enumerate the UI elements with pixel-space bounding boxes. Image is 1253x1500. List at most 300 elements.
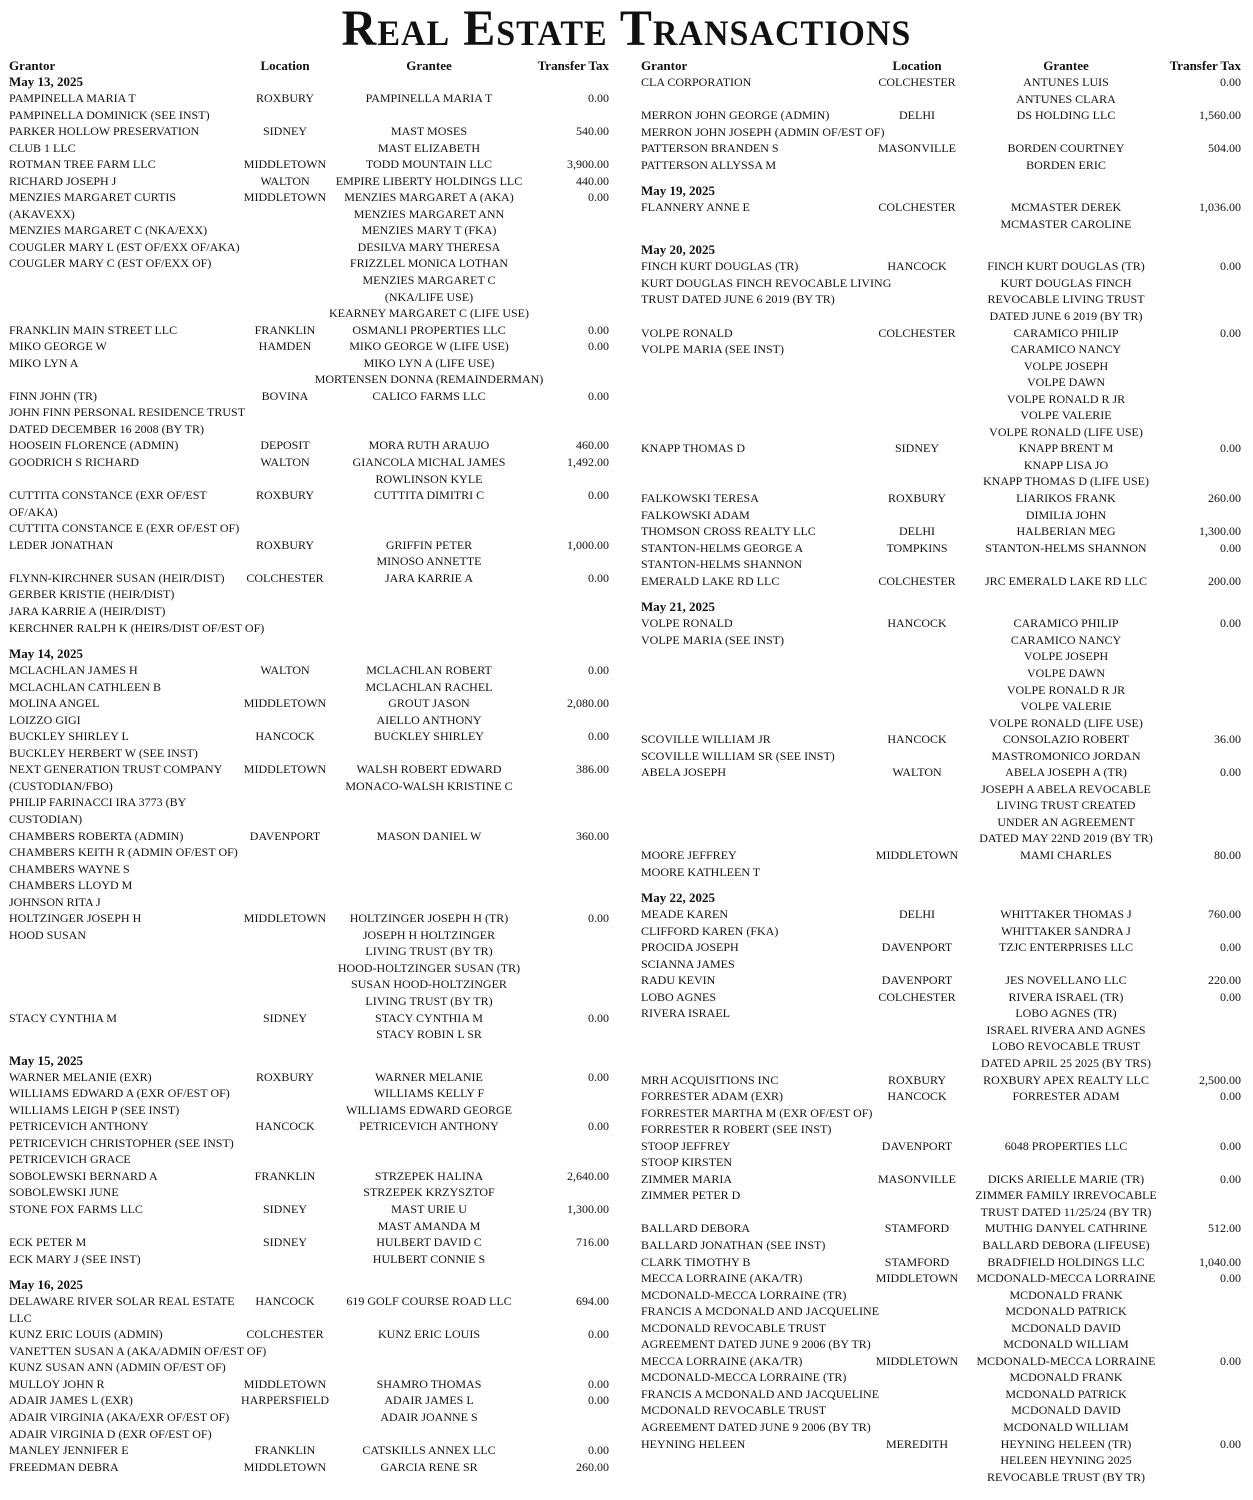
- location-cell: ROXBURY: [255, 91, 314, 105]
- grantee-cell: DIMILIA JOHN: [1025, 507, 1107, 522]
- transfer-tax-cell: 200.00: [1208, 573, 1241, 588]
- grantor-cell: THOMSON CROSS REALTY LLC: [641, 524, 816, 539]
- table-row: [9, 695, 609, 712]
- grantee-cell: STACY ROBIN L SR: [376, 1027, 482, 1042]
- grantor-cell: FLANNERY ANNE E: [641, 200, 750, 215]
- table-row: [641, 1303, 1241, 1320]
- grantor-cell: ZIMMER MARIA: [641, 1171, 733, 1186]
- grantor-cell: PAMPINELLA MARIA T: [9, 91, 136, 105]
- table-row: [641, 1353, 1241, 1370]
- table-row: [9, 712, 609, 729]
- grantor-cell: VOLPE RONALD: [641, 325, 733, 340]
- transfer-tax-cell: 460.00: [576, 438, 609, 453]
- grantee-cell: CARAMICO NANCY: [1010, 632, 1122, 647]
- grantee-cell: FORRESTER ADAM: [1012, 1089, 1120, 1104]
- grantor-cell: BALLARD JONATHAN (SEE INST): [641, 1238, 826, 1252]
- table-row: [641, 1452, 1241, 1469]
- table-row: [9, 255, 609, 272]
- grantee-cell: KNAPP THOMAS D (LIFE USE): [982, 474, 1149, 489]
- location-cell: MIDDLETOWN: [243, 762, 327, 777]
- table-row: [9, 1293, 609, 1310]
- transfer-tax-cell: 36.00: [1214, 732, 1241, 747]
- table-row: [9, 338, 609, 355]
- column-headers: [9, 58, 609, 74]
- grantee-cell: GROUT JASON: [388, 696, 470, 711]
- grantor-cell: PAMPINELLA DOMINICK (SEE INST): [9, 107, 210, 122]
- transfer-tax-cell: 540.00: [576, 124, 609, 139]
- table-row: [641, 698, 1241, 715]
- grantor-cell: MOORE KATHLEEN T: [641, 864, 761, 879]
- grantee-cell: DATED JUNE 6 2019 (BY TR): [989, 309, 1143, 324]
- grantee-cell: VOLPE RONALD R JR: [1006, 682, 1126, 697]
- grantor-cell: PETRICEVICH GRACE: [9, 1152, 131, 1167]
- table-row: [641, 1237, 1241, 1254]
- grantee-cell: (NKA/LIFE USE): [384, 289, 474, 304]
- transfer-tax-cell: 0.00: [1220, 540, 1241, 555]
- transfer-tax-cell: 386.00: [576, 762, 609, 777]
- table-row: [641, 847, 1241, 864]
- grantor-cell: FINCH KURT DOUGLAS (TR): [641, 259, 799, 274]
- grantor-cell: ADAIR VIRGINIA D (EXR OF/EST OF): [9, 1426, 212, 1441]
- table-row: [641, 473, 1241, 490]
- grantee-cell: PAMPINELLA MARIA T: [365, 91, 493, 105]
- table-row: [641, 1022, 1241, 1039]
- grantor-cell: RADU KEVIN: [641, 973, 716, 988]
- location-cell: HAMDEN: [258, 339, 312, 354]
- table-row: [9, 1085, 609, 1102]
- grantor-cell: MECCA LORRAINE (AKA/TR): [641, 1271, 803, 1286]
- grantee-cell: KNAPP BRENT M: [1018, 441, 1114, 456]
- table-row: [9, 1442, 609, 1459]
- table-row: [9, 620, 609, 637]
- grantee-cell: BALLARD DEBORA (LIFEUSE): [982, 1238, 1150, 1252]
- table-row: [641, 341, 1241, 358]
- grantor-cell: OF/AKA): [9, 504, 58, 519]
- table-row: [641, 1072, 1241, 1089]
- table-row: [641, 814, 1241, 831]
- grantor-cell: CLA CORPORATION: [641, 75, 752, 89]
- transfer-tax-cell: 2,500.00: [1199, 1072, 1241, 1087]
- grantee-cell: MENZIES MARGARET ANN: [353, 206, 505, 221]
- location-cell: HANCOCK: [887, 616, 947, 631]
- table-row: [9, 305, 609, 322]
- grantor-cell: PATTERSON ALLYSSA M: [641, 157, 777, 172]
- transfer-tax-header: Transfer Tax: [537, 58, 609, 73]
- grantor-cell: FREEDMAN DEBRA: [9, 1459, 119, 1474]
- grantor-cell: MULLOY JOHN R: [9, 1376, 105, 1391]
- table-row: [9, 140, 609, 157]
- table-row: [641, 1402, 1241, 1419]
- table-row: [641, 615, 1241, 632]
- transfer-tax-cell: 260.00: [1208, 491, 1241, 506]
- grantor-cell: FLYNN-KIRCHNER SUSAN (HEIR/DIST): [9, 570, 225, 585]
- table-row: [9, 1343, 609, 1360]
- grantor-cell: PROCIDA JOSEPH: [641, 940, 739, 955]
- transfer-tax-cell: 360.00: [576, 828, 609, 843]
- table-row: [9, 1135, 609, 1152]
- grantor-cell: STOOP KIRSTEN: [641, 1155, 733, 1170]
- location-cell: HARPERSFIELD: [240, 1393, 329, 1408]
- grantee-cell: CARAMICO PHILIP: [1013, 616, 1119, 631]
- transfer-tax-cell: 1,300.00: [1199, 524, 1241, 539]
- section-spacer: [641, 880, 1241, 890]
- table-row: [9, 289, 609, 306]
- grantee-cell: HOOD-HOLTZINGER SUSAN (TR): [337, 960, 521, 975]
- transfer-tax-cell: 0.00: [588, 1010, 609, 1025]
- date-heading: May 21, 2025: [641, 599, 716, 615]
- grantor-cell: PATTERSON BRANDEN S: [641, 141, 779, 156]
- table-row: [641, 490, 1241, 507]
- grantor-cell: BUCKLEY SHIRLEY L: [9, 729, 129, 744]
- grantor-cell: TRUST DATED JUNE 6 2019 (BY TR): [641, 292, 835, 307]
- transfer-tax-cell: 504.00: [1208, 141, 1241, 156]
- table-row: [641, 632, 1241, 649]
- table-row: [641, 1220, 1241, 1237]
- table-row: [641, 358, 1241, 375]
- table-row: [9, 1409, 609, 1426]
- transfer-tax-cell: 0.00: [588, 1069, 609, 1084]
- table-row: [641, 523, 1241, 540]
- grantee-cell: GIANCOLA MICHAL JAMES: [352, 455, 506, 470]
- date-heading: May 22, 2025: [641, 890, 716, 906]
- grantor-cell: MIKO LYN A: [9, 355, 79, 370]
- transfer-tax-cell: 0.00: [588, 1327, 609, 1342]
- table-row: [9, 1201, 609, 1218]
- location-cell: STAMFORD: [884, 1254, 950, 1269]
- grantee-cell: WILLIAMS KELLY F: [373, 1086, 485, 1101]
- table-row: [641, 457, 1241, 474]
- grantor-cell: SCIANNA JAMES: [641, 956, 735, 971]
- grantee-cell: TODD MOUNTAIN LLC: [365, 157, 493, 172]
- grantor-cell: PETRICEVICH CHRISTOPHER (SEE INST): [9, 1135, 234, 1150]
- table-row: [9, 570, 609, 587]
- table-row: [9, 404, 609, 421]
- grantee-cell: WARNER MELANIE: [375, 1069, 483, 1084]
- table-row: [9, 976, 609, 993]
- table-row: [9, 1069, 609, 1086]
- location-cell: FRANKLIN: [254, 1168, 316, 1183]
- table-row: [9, 828, 609, 845]
- date-heading: May 20, 2025: [641, 242, 716, 258]
- grantee-cell: ADAIR JAMES L: [384, 1393, 474, 1408]
- grantee-cell: BRADFIELD HOLDINGS LLC: [987, 1254, 1145, 1269]
- grantee-cell: REVOCABLE TRUST (BY TR): [987, 1469, 1145, 1484]
- location-cell: BOVINA: [261, 388, 309, 403]
- grantee-cell: KEARNEY MARGARET C (LIFE USE): [329, 306, 529, 321]
- grantor-cell: LOIZZO GIGI: [9, 712, 81, 727]
- table-row: [9, 239, 609, 256]
- grantor-cell: PHILIP FARINACCI IRA 3773 (BY: [9, 795, 187, 810]
- grantee-cell: DICKS ARIELLE MARIE (TR): [987, 1171, 1145, 1186]
- grantee-cell: JRC EMERALD LAKE RD LLC: [985, 573, 1147, 588]
- transfer-tax-cell: 0.00: [588, 729, 609, 744]
- table-row: [9, 1310, 609, 1327]
- table-row: [641, 556, 1241, 573]
- grantee-cell: CONSOLAZIO ROBERT: [1002, 732, 1130, 747]
- grantee-cell: AIELLO ANTHONY: [376, 712, 482, 727]
- grantor-cell: CHAMBERS KEITH R (ADMIN OF/EST OF): [9, 845, 238, 860]
- table-row: [9, 844, 609, 861]
- table-row: [9, 1392, 609, 1409]
- transfer-tax-cell: 0.00: [1220, 1353, 1241, 1368]
- grantor-cell: VANETTEN SUSAN A (AKA/ADMIN OF/EST OF): [9, 1343, 267, 1358]
- table-row: [641, 1419, 1241, 1436]
- grantee-header: Grantee: [406, 58, 452, 73]
- transfer-tax-cell: 0.00: [588, 911, 609, 926]
- grantee-cell: MORTENSEN DONNA (REMAINDERMAN): [314, 372, 544, 387]
- grantor-cell: STANTON-HELMS SHANNON: [641, 557, 803, 572]
- grantee-cell: MAST AMANDA M: [377, 1218, 481, 1233]
- grantor-cell: MANLEY JENNIFER E: [9, 1443, 129, 1458]
- grantee-cell: MCMASTER DEREK: [1010, 200, 1122, 215]
- table-row: [9, 487, 609, 504]
- grantee-cell: WHITTAKER THOMAS J: [1000, 907, 1132, 922]
- grantor-cell: MCDONALD-MECCA LORRAINE (TR): [641, 1370, 847, 1385]
- grantee-cell: BORDEN COURTNEY: [1007, 141, 1125, 156]
- grantor-cell: BALLARD DEBORA: [641, 1221, 751, 1236]
- location-cell: DELHI: [899, 907, 935, 922]
- grantee-cell: MASON DANIEL W: [376, 828, 482, 843]
- grantor-cell: HEYNING HELEEN: [641, 1436, 746, 1451]
- grantee-cell: VOLPE RONALD (LIFE USE): [989, 715, 1143, 730]
- table-row: [9, 388, 609, 405]
- table-row: [9, 537, 609, 554]
- grantor-cell: HOOSEIN FLORENCE (ADMIN): [9, 438, 179, 453]
- grantor-cell: MENZIES MARGARET CURTIS: [9, 190, 177, 205]
- grantor-cell: WILLIAMS LEIGH P (SEE INST): [9, 1102, 180, 1117]
- grantor-cell: CLARK TIMOTHY B: [641, 1254, 751, 1269]
- grantee-cell: DESILVA MARY THERESA: [357, 239, 501, 254]
- transfer-tax-cell: 1,492.00: [567, 455, 609, 470]
- table-row: [641, 1154, 1241, 1171]
- location-cell: COLCHESTER: [878, 75, 956, 89]
- transfer-tax-cell: 2,640.00: [567, 1168, 609, 1183]
- grantor-cell: SOBOLEWSKI BERNARD A: [9, 1168, 158, 1183]
- grantee-cell: HULBERT DAVID C: [376, 1235, 482, 1250]
- grantor-cell: KURT DOUGLAS FINCH REVOCABLE LIVING: [641, 275, 892, 290]
- location-cell: HANCOCK: [255, 729, 315, 744]
- grantor-cell: DELAWARE RIVER SOLAR REAL ESTATE: [9, 1294, 235, 1309]
- grantor-cell: COUGLER MARY C (EST OF/EXX OF): [9, 256, 212, 271]
- transfer-tax-cell: 0.00: [1220, 441, 1241, 456]
- grantor-cell: STACY CYNTHIA M: [9, 1010, 117, 1025]
- grantor-cell: STOOP JEFFREY: [641, 1138, 731, 1153]
- table-row: [9, 1026, 609, 1043]
- location-cell: SIDNEY: [263, 1235, 307, 1250]
- location-cell: HANCOCK: [887, 732, 947, 747]
- transfer-tax-cell: 512.00: [1208, 1221, 1241, 1236]
- table-row: [9, 1426, 609, 1443]
- table-row: [9, 1376, 609, 1393]
- grantee-cell: MAMI CHARLES: [1020, 847, 1112, 862]
- grantee-cell: KNAPP LISA JO: [1023, 457, 1109, 472]
- table-row: [9, 728, 609, 745]
- table-row: [9, 1102, 609, 1119]
- transfer-tax-cell: 0.00: [588, 91, 609, 105]
- transfer-tax-cell: 2,080.00: [567, 696, 609, 711]
- transfer-tax-header: Transfer Tax: [1169, 58, 1241, 73]
- location-cell: FRANKLIN: [254, 1443, 316, 1458]
- grantee-cell: DATED APRIL 25 2025 (BY TRS): [981, 1055, 1151, 1070]
- grantor-cell: ZIMMER PETER D: [641, 1188, 741, 1203]
- grantor-header: Grantor: [641, 58, 688, 73]
- location-cell: DAVENPORT: [881, 973, 953, 988]
- transfer-tax-cell: 0.00: [588, 1376, 609, 1391]
- table-row: [9, 206, 609, 223]
- grantee-cell: LIARIKOS FRANK: [1016, 491, 1116, 506]
- grantee-cell: LOBO REVOCABLE TRUST: [991, 1039, 1141, 1054]
- location-cell: MIDDLETOWN: [243, 1376, 327, 1391]
- grantee-cell: VOLPE VALERIE: [1020, 408, 1112, 423]
- grantee-cell: VOLPE RONALD (LIFE USE): [989, 424, 1143, 439]
- table-row: [641, 74, 1241, 91]
- grantor-cell: MCLACHLAN CATHLEEN B: [9, 679, 161, 694]
- transfer-tax-cell: 0.00: [1220, 1171, 1241, 1186]
- grantor-cell: ECK MARY J (SEE INST): [9, 1251, 141, 1266]
- grantor-cell: MERRON JOHN JOSEPH (ADMIN OF/EST OF): [641, 124, 885, 139]
- table-row: [641, 216, 1241, 233]
- grantor-cell: STONE FOX FARMS LLC: [9, 1202, 143, 1216]
- table-row: [9, 553, 609, 570]
- location-cell: DAVENPORT: [881, 940, 953, 955]
- location-cell: HANCOCK: [887, 1089, 947, 1104]
- transfer-tax-cell: 0.00: [1220, 75, 1241, 89]
- grantee-cell: MENZIES MARY T (FKA): [361, 223, 497, 238]
- grantee-cell: MCDONALD PATRICK: [1005, 1386, 1127, 1401]
- table-row: [9, 1234, 609, 1251]
- grantee-cell: ROWLINSON KYLE: [375, 471, 483, 486]
- table-row: [641, 1121, 1241, 1138]
- location-cell: HANCOCK: [887, 259, 947, 274]
- table-row: [641, 906, 1241, 923]
- grantee-cell: FRIZZLEL MONICA LOTHAN: [349, 256, 509, 271]
- grantor-cell: SOBOLEWSKI JUNE: [9, 1185, 119, 1200]
- table-row: [9, 811, 609, 828]
- grantee-cell: SUSAN HOOD-HOLTZINGER: [351, 977, 507, 992]
- grantee-cell: MENZIES MARGARET C: [362, 273, 496, 288]
- table-row: [641, 939, 1241, 956]
- table-row: [641, 1287, 1241, 1304]
- grantee-cell: LIVING TRUST CREATED: [996, 798, 1136, 813]
- location-cell: COLCHESTER: [878, 325, 956, 340]
- grantor-cell: CHAMBERS LLOYD M: [9, 878, 133, 893]
- table-row: [641, 124, 1241, 141]
- grantee-cell: JOSEPH H HOLTZINGER: [362, 927, 496, 942]
- table-row: [9, 1326, 609, 1343]
- transfer-tax-cell: 0.00: [588, 1443, 609, 1458]
- grantor-cell: LEDER JONATHAN: [9, 537, 114, 552]
- location-cell: ROXBURY: [887, 491, 946, 506]
- table-row: [641, 140, 1241, 157]
- grantor-cell: ECK PETER M: [9, 1235, 87, 1250]
- transfer-tax-cell: 0.00: [1220, 1138, 1241, 1153]
- location-cell: COLCHESTER: [878, 200, 956, 215]
- transfer-tax-cell: 0.00: [1220, 325, 1241, 340]
- date-heading: May 15, 2025: [9, 1052, 84, 1068]
- transfer-tax-cell: 0.00: [1220, 989, 1241, 1004]
- grantor-cell: MCLACHLAN JAMES H: [9, 663, 138, 678]
- grantor-cell: FORRESTER ADAM (EXR): [641, 1089, 784, 1104]
- table-row: [9, 355, 609, 372]
- table-row: [9, 1218, 609, 1235]
- location-cell: DAVENPORT: [881, 1138, 953, 1153]
- grantor-cell: FRANCIS A MCDONALD AND JACQUELINE: [641, 1304, 880, 1319]
- transfer-tax-cell: 0.00: [588, 663, 609, 678]
- grantee-cell: MCDONALD-MECCA LORRAINE: [976, 1353, 1156, 1368]
- location-cell: WALTON: [260, 173, 310, 188]
- transfer-tax-cell: 0.00: [1220, 1436, 1241, 1451]
- grantee-cell: MCDONALD-MECCA LORRAINE: [976, 1271, 1156, 1286]
- table-row: [641, 1386, 1241, 1403]
- grantor-cell: FRANKLIN MAIN STREET LLC: [9, 322, 178, 337]
- grantee-cell: MINOSO ANNETTE: [376, 554, 482, 569]
- grantor-cell: ADAIR JAMES L (EXR): [9, 1393, 133, 1408]
- transfer-tax-cell: 760.00: [1208, 907, 1241, 922]
- transfer-tax-cell: 260.00: [576, 1459, 609, 1474]
- table-row: [9, 107, 609, 124]
- section-spacer: [641, 589, 1241, 599]
- section-spacer: [9, 636, 609, 646]
- grantor-cell: (CUSTODIAN/FBO): [9, 778, 113, 793]
- table-row: [9, 90, 609, 107]
- date-heading: May 19, 2025: [641, 183, 716, 199]
- location-cell: SIDNEY: [895, 441, 939, 456]
- table-row: [9, 1459, 609, 1476]
- table-row: [9, 1359, 609, 1376]
- table-row: [9, 910, 609, 927]
- location-cell: TOMPKINS: [886, 540, 948, 555]
- table-row: [9, 1184, 609, 1201]
- location-cell: HANCOCK: [255, 1294, 315, 1309]
- grantee-cell: STRZEPEK KRZYSZTOF: [363, 1185, 495, 1200]
- date-heading: May 16, 2025: [9, 1277, 84, 1293]
- grantor-cell: CHAMBERS ROBERTA (ADMIN): [9, 828, 184, 843]
- section-spacer: [641, 232, 1241, 242]
- table-row: [9, 454, 609, 471]
- location-cell: WALTON: [260, 455, 310, 470]
- grantee-cell: MCLACHLAN ROBERT: [366, 663, 492, 678]
- location-cell: HANCOCK: [255, 1119, 315, 1134]
- grantee-cell: LIVING TRUST (BY TR): [365, 944, 493, 959]
- table-row: [641, 308, 1241, 325]
- grantee-cell: ANTUNES CLARA: [1016, 91, 1116, 106]
- transfer-tax-cell: 220.00: [1208, 973, 1241, 988]
- location-cell: MIDDLETOWN: [875, 1271, 959, 1286]
- grantee-cell: WHITTAKER SANDRA J: [1001, 923, 1131, 938]
- table-row: [641, 275, 1241, 292]
- transfer-tax-cell: 1,040.00: [1199, 1254, 1241, 1269]
- location-cell: MEREDITH: [886, 1436, 948, 1451]
- table-row: [641, 374, 1241, 391]
- grantor-cell: LLC: [9, 1310, 32, 1325]
- location-cell: MIDDLETOWN: [875, 1353, 959, 1368]
- location-cell: DELHI: [899, 524, 935, 539]
- table-row: [641, 748, 1241, 765]
- table-row: [9, 894, 609, 911]
- location-cell: MASONVILLE: [878, 141, 956, 156]
- location-cell: SIDNEY: [263, 1202, 307, 1216]
- transfer-tax-cell: 1,036.00: [1199, 200, 1241, 215]
- table-row: [641, 1204, 1241, 1221]
- location-cell: ROXBURY: [887, 1072, 946, 1087]
- grantor-cell: ADAIR VIRGINIA (AKA/EXR OF/EST OF): [9, 1410, 230, 1425]
- grantor-cell: VOLPE MARIA (SEE INST): [641, 342, 784, 357]
- table-row: [641, 923, 1241, 940]
- grantee-cell: ROXBURY APEX REALTY LLC: [983, 1072, 1149, 1087]
- grantor-cell: (AKAVEXX): [9, 206, 75, 221]
- table-row: [641, 573, 1241, 590]
- transfer-tax-cell: 0.00: [588, 190, 609, 205]
